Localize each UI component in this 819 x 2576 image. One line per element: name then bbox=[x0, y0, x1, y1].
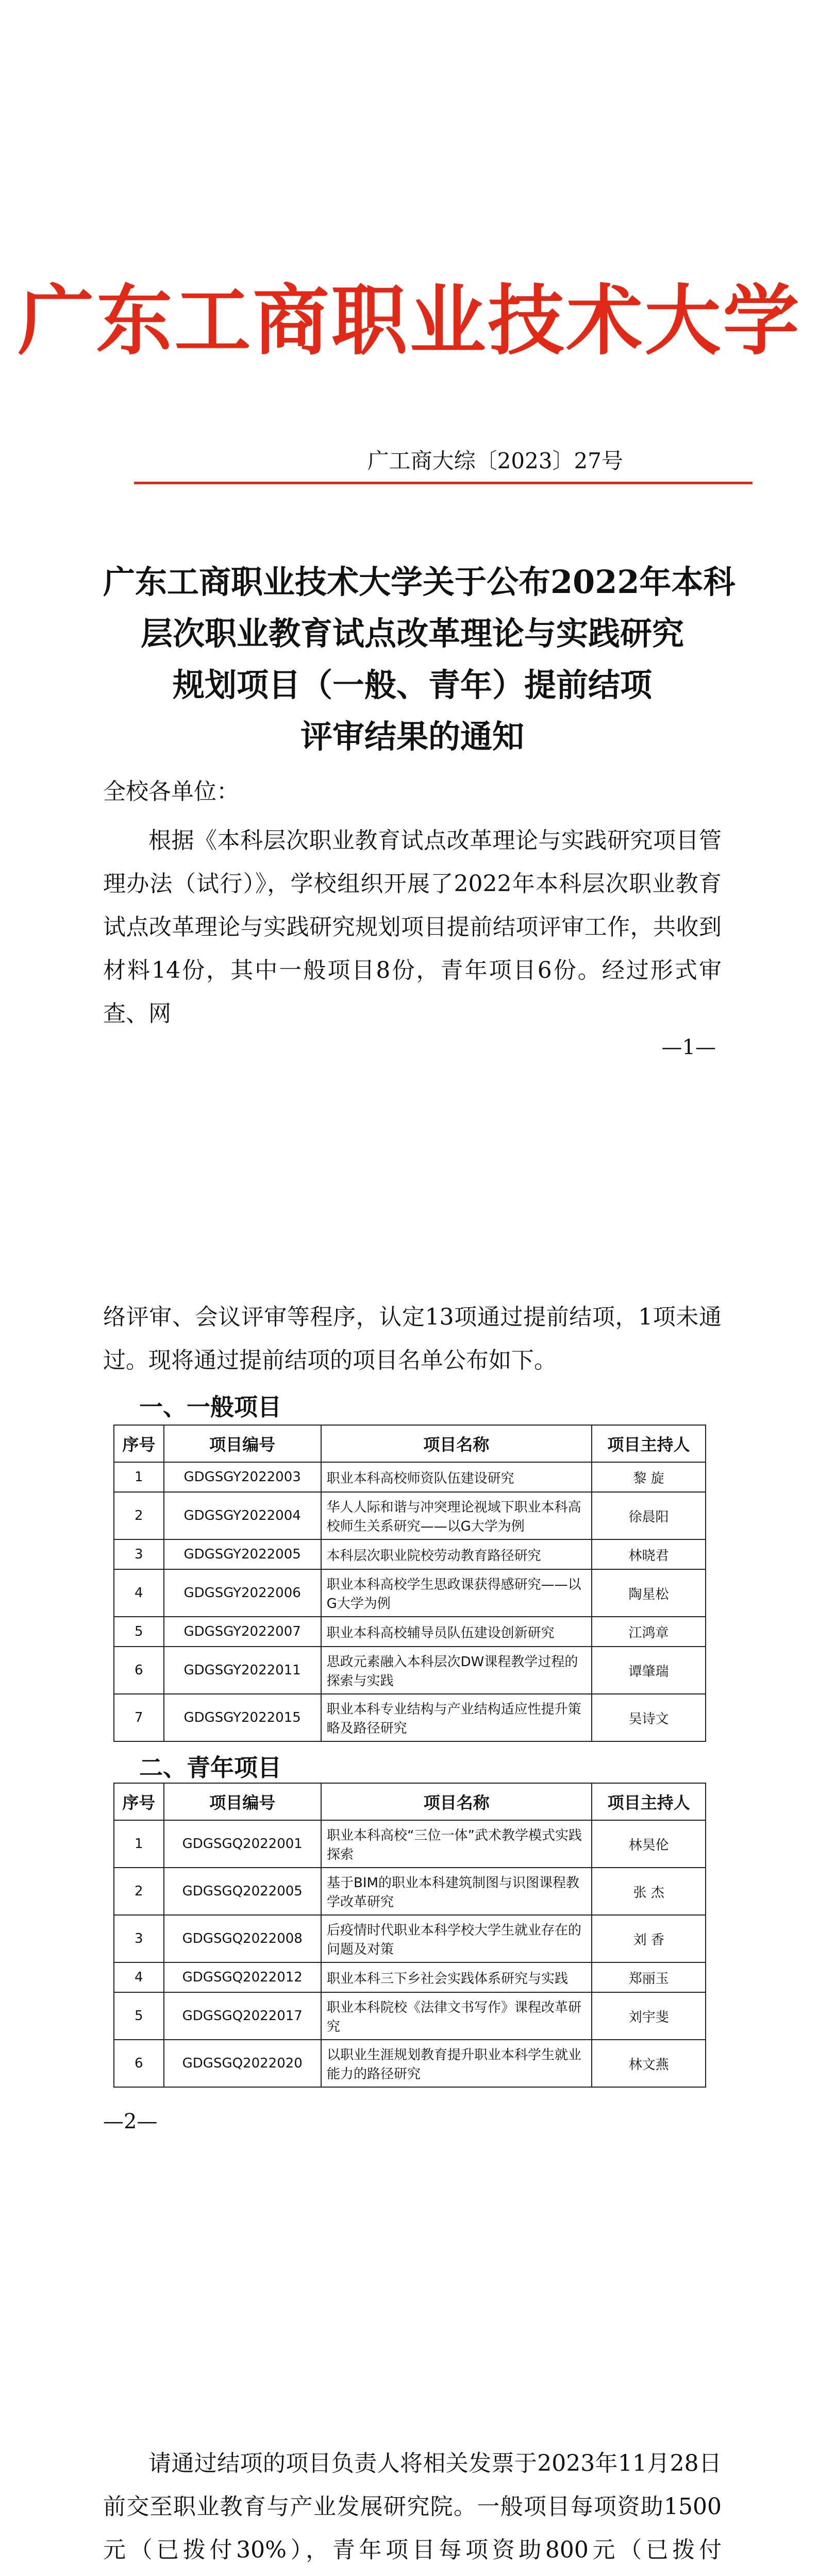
header-no: 序号 bbox=[114, 1425, 164, 1462]
row-pi: 张 杰 bbox=[592, 1868, 706, 1915]
table-header-row bbox=[114, 1783, 706, 1820]
row-code: GDGSGY2022005 bbox=[164, 1539, 321, 1569]
row-no: 6 bbox=[114, 1647, 164, 1694]
header-name: 项目名称 bbox=[321, 1783, 592, 1820]
row-pi: 谭肇瑞 bbox=[592, 1647, 706, 1694]
page-number: —1— bbox=[661, 1036, 716, 1059]
row-pi: 江鸿章 bbox=[592, 1617, 706, 1647]
general-projects-table bbox=[113, 1425, 706, 1742]
notice-title-line: 评审结果的通知 bbox=[300, 718, 524, 755]
page-number: —2— bbox=[103, 2110, 158, 2133]
row-name: 职业本科高校“三位一体”武术教学模式实践探索 bbox=[321, 1820, 592, 1868]
table-row bbox=[114, 1569, 706, 1617]
row-no: 4 bbox=[114, 1569, 164, 1617]
row-code: GDGSGY2022015 bbox=[164, 1694, 321, 1741]
row-name: 华人人际和谐与冲突理论视域下职业本科高校师生关系研究——以G大学为例 bbox=[321, 1492, 592, 1539]
row-no: 3 bbox=[114, 1539, 164, 1569]
row-name: 后疫情时代职业本科学校大学生就业存在的问题及对策 bbox=[321, 1915, 592, 1962]
row-no: 1 bbox=[114, 1820, 164, 1868]
table-row bbox=[114, 1617, 706, 1647]
addressee: 全校各单位： bbox=[103, 778, 239, 805]
row-pi: 刘 香 bbox=[592, 1915, 706, 1962]
row-code: GDGSGY2022011 bbox=[164, 1647, 321, 1694]
table-row bbox=[114, 1820, 706, 1868]
table-row bbox=[114, 1992, 706, 2040]
table-row bbox=[114, 1462, 706, 1492]
notice-title bbox=[103, 556, 736, 762]
row-pi: 林昊伦 bbox=[592, 1820, 706, 1868]
row-name: 职业本科三下乡社会实践体系研究与实践 bbox=[321, 1962, 592, 1992]
table-row bbox=[114, 1868, 706, 1915]
org-header-title: 广东工商职业技术大学 bbox=[18, 276, 801, 365]
notice-title-line: 广东工商职业技术大学关于公布2022年本科 bbox=[103, 563, 736, 601]
row-name: 思政元素融入本科层次DW课程教学过程的探索与实践 bbox=[321, 1647, 592, 1694]
section-heading-general: 一、一般项目 bbox=[139, 1393, 281, 1421]
row-no: 1 bbox=[114, 1462, 164, 1492]
page-2 bbox=[0, 1157, 819, 2313]
header-code: 项目编号 bbox=[164, 1783, 322, 1820]
row-code: GDGSGQ2022001 bbox=[164, 1820, 322, 1868]
row-pi: 吴诗文 bbox=[592, 1694, 706, 1741]
row-pi: 徐晨阳 bbox=[592, 1492, 706, 1539]
row-name: 职业本科高校辅导员队伍建设创新研究 bbox=[321, 1617, 592, 1647]
row-code: GDGSGQ2022020 bbox=[164, 2040, 322, 2087]
youth-projects-table bbox=[113, 1783, 706, 2088]
row-no: 6 bbox=[114, 2040, 164, 2087]
row-pi: 陶星松 bbox=[592, 1569, 706, 1617]
row-no: 4 bbox=[114, 1962, 164, 1992]
table-row bbox=[114, 1694, 706, 1741]
table-row bbox=[114, 1539, 706, 1569]
table-row bbox=[114, 2040, 706, 2087]
document-number: 广工商大综〔2023〕27号 bbox=[367, 448, 623, 473]
row-no: 2 bbox=[114, 1492, 164, 1539]
table-header-row bbox=[114, 1425, 706, 1462]
header-pi: 项目主持人 bbox=[592, 1783, 706, 1820]
row-name: 职业本科高校学生思政课获得感研究——以G大学为例 bbox=[321, 1569, 592, 1617]
header-no: 序号 bbox=[114, 1783, 164, 1820]
row-no: 3 bbox=[114, 1915, 164, 1962]
row-no: 7 bbox=[114, 1694, 164, 1741]
row-name: 本科层次职业院校劳动教育路径研究 bbox=[321, 1539, 592, 1569]
row-name: 职业本科高校师资队伍建设研究 bbox=[321, 1462, 592, 1492]
row-code: GDGSGY2022006 bbox=[164, 1569, 321, 1617]
row-pi: 刘宇斐 bbox=[592, 1992, 706, 2040]
row-name: 职业本科专业结构与产业结构适应性提升策略及路径研究 bbox=[321, 1694, 592, 1741]
table-row bbox=[114, 1915, 706, 1962]
row-no: 5 bbox=[114, 1992, 164, 2040]
row-name: 基于BIM的职业本科建筑制图与识图课程教学改革研究 bbox=[321, 1868, 592, 1915]
row-code: GDGSGQ2022008 bbox=[164, 1915, 322, 1962]
row-pi: 林晓君 bbox=[592, 1539, 706, 1569]
funding-paragraph: 请通过结项的项目负责人将相关发票于2023年11月28日前交至职业教育与产业发展研究院。一般项目每项资助1500元（已拨付30%），青年项目每项资助800元（已拨付 bbox=[103, 2450, 722, 2563]
row-code: GDGSGQ2022012 bbox=[164, 1962, 322, 1992]
notice-title-line: 规划项目（一般、青年）提前结项 bbox=[172, 666, 652, 704]
row-pi: 郑丽玉 bbox=[592, 1962, 706, 1992]
row-code: GDGSGQ2022017 bbox=[164, 1992, 322, 2040]
row-pi: 黎 旋 bbox=[592, 1462, 706, 1492]
row-no: 2 bbox=[114, 1868, 164, 1915]
table-row bbox=[114, 1492, 706, 1539]
row-no: 5 bbox=[114, 1617, 164, 1647]
row-code: GDGSGY2022003 bbox=[164, 1462, 321, 1492]
red-divider bbox=[134, 482, 753, 484]
row-code: GDGSGQ2022005 bbox=[164, 1868, 322, 1915]
row-name: 以职业生涯规划教育提升职业本科学生就业能力的路径研究 bbox=[321, 2040, 592, 2087]
body-paragraph: 根据《本科层次职业教育试点改革理论与实践研究项目管理办法（试行）》，学校组织开展了2022年本科层次职业教育试点改革理论与实践研究规划项目提前结项评审工作，共收到材料14份，其中一般项目8份，青年项目6份。经过形式审查、网 bbox=[103, 827, 722, 1027]
section-heading-youth: 二、青年项目 bbox=[139, 1754, 281, 1782]
row-pi: 林文燕 bbox=[592, 2040, 706, 2087]
page-3 bbox=[0, 2313, 819, 2576]
row-code: GDGSGY2022004 bbox=[164, 1492, 321, 1539]
header-pi: 项目主持人 bbox=[592, 1425, 706, 1462]
header-name: 项目名称 bbox=[321, 1425, 592, 1462]
page-1 bbox=[0, 0, 819, 1157]
notice-title-line: 层次职业教育试点改革理论与实践研究 bbox=[140, 615, 684, 652]
header-code: 项目编号 bbox=[164, 1425, 321, 1462]
body-paragraph-continued: 络评审、会议评审等程序，认定13项通过提前结项，1项未通过。现将通过提前结项的项目名单公布如下。 bbox=[103, 1304, 722, 1374]
row-name: 职业本科院校《法律文书写作》课程改革研究 bbox=[321, 1992, 592, 2040]
row-code: GDGSGY2022007 bbox=[164, 1617, 321, 1647]
table-row bbox=[114, 1647, 706, 1694]
table-row bbox=[114, 1962, 706, 1992]
